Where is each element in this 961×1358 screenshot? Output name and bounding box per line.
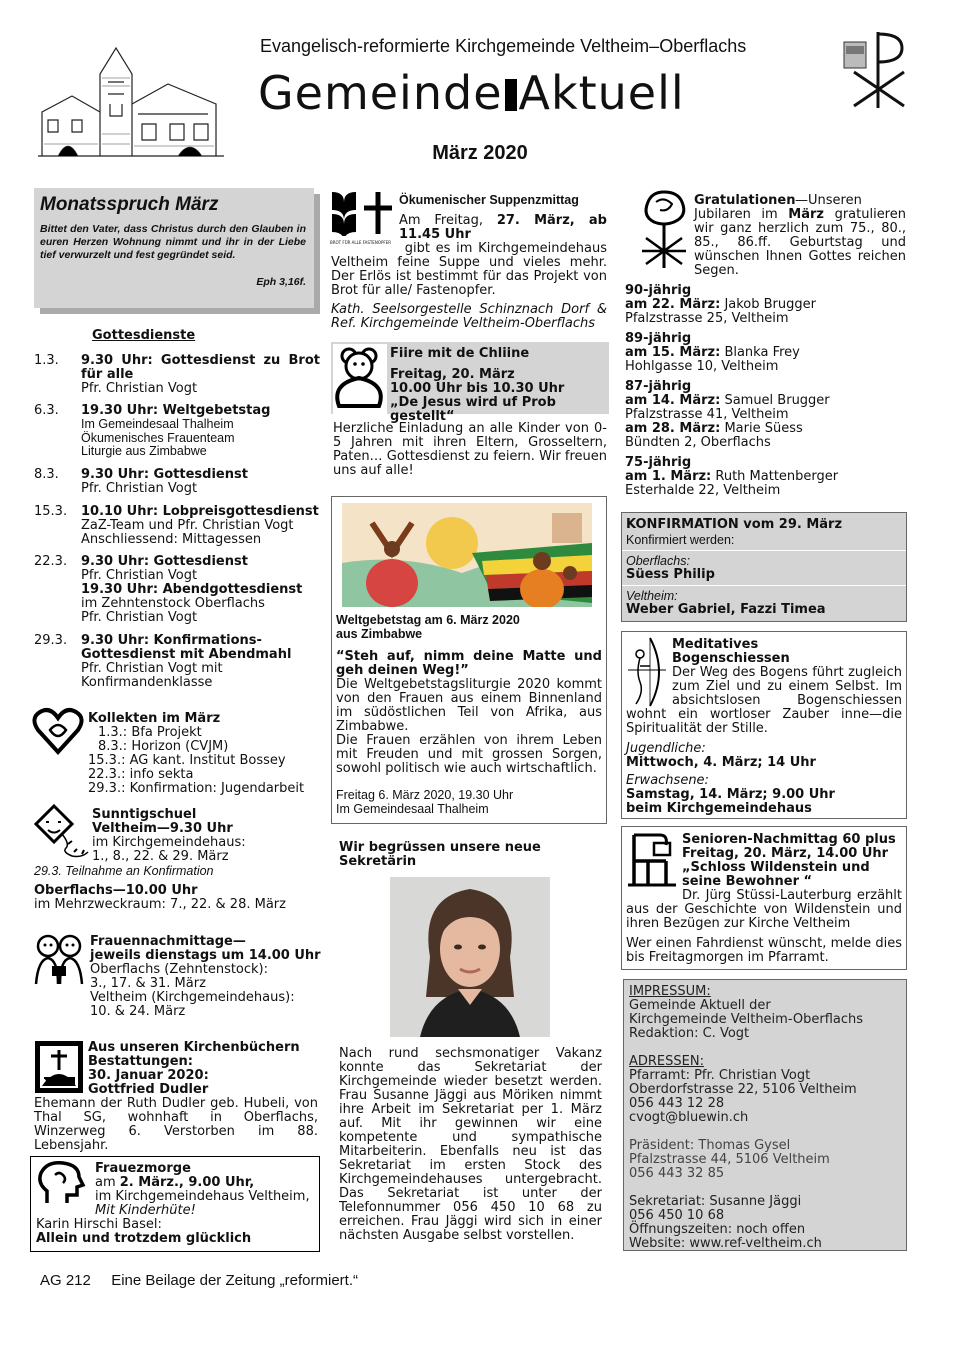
bogen-erw-label: Erwachsene: (626, 773, 709, 788)
jubilar-name: Ruth Mattenberger (715, 469, 839, 484)
gratulationen-intro (694, 194, 906, 278)
jubilar-date: am 14. März: (625, 393, 721, 408)
service-date: 6.3. (34, 403, 59, 418)
age-group: 75-jährig (625, 455, 692, 470)
impressum-line: Kirchgemeinde Veltheim-Oberflachs (629, 1012, 864, 1027)
kirchenbuecher-name: Gottfried Dudler (88, 1082, 209, 1097)
bogen-text (626, 666, 902, 736)
gottesdienste-title: Gottesdienste (92, 328, 196, 343)
weltgebetstag-date: Freitag 6. März 2020, 19.30 Uhr (336, 788, 514, 802)
kirchenbuecher-date: 30. Januar 2020: (88, 1068, 209, 1083)
jubilar-date: am 22. März: (625, 297, 721, 312)
rose-icon (636, 188, 692, 270)
kollekte-item: 1.3.: Bfa Projekt (98, 725, 202, 740)
frauezmorge-box (30, 1156, 320, 1252)
face-icon (37, 1161, 87, 1207)
issue-date: März 2020 (432, 142, 528, 164)
jubilar-date: am 1. März: (625, 469, 712, 484)
frauezmorge-where: im Kirchgemeindehaus Veltheim, (95, 1189, 310, 1204)
weltgebetstag-subtitle: aus Zimbabwe (336, 627, 423, 641)
address-line: Sekretariat: Susanne Jäggi (629, 1194, 802, 1209)
jubilar-address: Bündten 2, Oberflachs (625, 435, 771, 450)
frauezmorge-kids: Mit Kinderhüte! (95, 1203, 196, 1218)
kollekte-item: 22.3.: info sekta (88, 767, 194, 782)
monatsspruch-ref: Eph 3,16f. (256, 276, 306, 288)
fiire-topic: „De Jesus wird uf Prob gestellt“ (390, 395, 556, 424)
bogen-erw-date: Samstag, 14. März; 9.00 Uhr (626, 787, 835, 802)
fiire-text: Herzliche Einladung an alle Kinder von 0-5 Jahren mit ihren Eltern, Grosseltern, Paten… Gottesdienst zu feiern. Wir freuen uns auf alle! (333, 421, 607, 478)
impressum-box (623, 979, 907, 1251)
service-detail: Pfr. Christian Vogt mit Konfirmandenklasse (81, 661, 223, 690)
suppe-signature: Kath. Seelsorgestelle Schinznach Dorf & Ref. Kirchgemeinde Veltheim-Oberflachs (331, 302, 607, 331)
service-title: 9.30 Uhr: Konfirmations-Gottesdienst mit Abendmahl (81, 633, 292, 662)
kirchenbuecher-text: Ehemann der Ruth Dudler geb. Hubeli, von Thal SG, wohnhaft in Oberflachs, Winzerweg 6. Verstorben im 88. Lebensjahr. (34, 1096, 318, 1153)
cross-grave-icon (34, 1040, 84, 1094)
kite-icon (34, 804, 90, 860)
service-detail: im Zehntenstock Oberflachs (81, 596, 265, 611)
service-date: 29.3. (34, 633, 68, 648)
konfirmation-title: KONFIRMATION vom 29. März (626, 517, 843, 532)
frauezmorge-speaker: Karin Hirschi Basel: (36, 1217, 162, 1232)
konfirmation-box (621, 512, 907, 622)
suppe-body (331, 242, 607, 298)
email-link[interactable]: cvogt@bluewin.ch (629, 1110, 749, 1125)
title-part-b: Aktuell (518, 66, 685, 120)
frauennachmittage-line: Veltheim (Kirchgemeindehaus): (90, 990, 295, 1005)
service-item (34, 505, 320, 547)
impressum-content (629, 985, 905, 1251)
address-line: Oberdorfstrasse 22, 5106 Veltheim (629, 1082, 857, 1097)
suppe-text-a: Am Freitag, (399, 213, 497, 228)
weltgebetstag-quote: “Steh auf, nimm deine Matte und geh deinen Weg!” (336, 649, 602, 678)
frauezmorge-topic: Allein und trotzdem glücklich (36, 1231, 252, 1246)
sekretaerin-photo-image (390, 877, 550, 1037)
frauezmorge-title: Frauezmorge (95, 1161, 191, 1176)
jubilar-name: Marie Süess (724, 421, 803, 436)
weltgebetstag-artwork-image (342, 503, 592, 607)
konfirmation-veltheim-label: Veltheim: (626, 589, 678, 603)
sekretaerin-text: Nach rund sechsmonatiger Vakanz konnte das Sekretariat der Kirchgemeinde wieder besetzt werden. Frau Susanne Jäggi aus Möriken nimmt ihre Arbeit im Sekretariat per 1. März auf. Mit ihr gewinnen wir eine kompetente und sympathische Mitarbeiterin. Ebenfalls neu ist das Sekretariat im ersten Stock des Kirchgemeindehauses untergebracht. Das Sekretariat ist unter der Telefonnummer 056 450 10 68 zu erreichen. Frau Jäggi wird sich in einer nächsten Ausgabe selbst vorstellen. (339, 1046, 602, 1243)
suppe-date: 27. März, ab 11.45 Uhr (399, 213, 607, 242)
konfirmation-veltheim-names: Weber Gabriel, Fazzi Timea (626, 602, 826, 617)
frauennachmittage-line: 10. & 24. März (90, 1004, 186, 1019)
jubilar-address: Pfalzstrasse 25, Veltheim (625, 311, 789, 326)
heart-icon (32, 706, 84, 756)
sunntigschuel-note: 29.3. Teilnahme an Konfirmation (34, 864, 214, 878)
children-icon (32, 932, 86, 986)
title-bar (505, 79, 517, 111)
jubilar-name: Samuel Brugger (724, 393, 830, 408)
bogen-erw-place: beim Kirchgemeindehaus (626, 801, 812, 816)
sunntigschuel-oberflachs: Oberflachs—10.00 Uhr (34, 883, 198, 898)
sunntigschuel-where: im Kirchgemeindehaus: (92, 835, 246, 850)
service-title: 9.30 Uhr: Gottesdienst (81, 554, 248, 569)
frauezmorge-when (95, 1176, 254, 1190)
jubilar-date: am 28. März: (625, 421, 721, 436)
address-line: Öffnungszeiten: noch offen (629, 1222, 806, 1237)
service-date: 1.3. (34, 353, 59, 368)
konfirmation-divider (622, 585, 906, 586)
jubilar-address: Pfalzstrasse 41, Veltheim (625, 407, 789, 422)
senioren-text-body: Dr. Jürg Stüssi-Lauterburg erzählt aus der Geschichte von Wildenstein und ihren Bezügen zur Kirche Veltheim (626, 888, 902, 931)
kirchenbuecher-sub: Bestattungen: (88, 1054, 193, 1069)
service-detail: Anschliessend: Mittagessen (81, 532, 262, 547)
service-detail: Pfr. Christian Vogt (81, 381, 198, 396)
age-group: 89-jährig (625, 331, 692, 346)
service-detail: Ökumenisches Frauenteam (81, 430, 235, 445)
footer-text: Eine Beilage der Zeitung „reformiert.“ (111, 1272, 358, 1289)
frauennachmittage-line: Oberflachs (Zehntenstock): (90, 962, 269, 977)
weltgebetstag-title: Weltgebetstag am 6. März 2020 (336, 613, 520, 627)
address-line: Pfalzstrasse 44, 5106 Veltheim (629, 1152, 830, 1167)
bogen-title: Meditatives (672, 637, 759, 652)
service-item (34, 468, 320, 496)
gratulationen-list (625, 284, 910, 498)
frauezmorge-date: 2. März., 9.00 Uhr, (119, 1175, 255, 1190)
service-detail: Pfr. Christian Vogt (81, 481, 198, 496)
weltgebetstag-place: Im Gemeindesaal Thalheim (336, 802, 489, 816)
bogen-text-spacer (626, 666, 672, 708)
brot-fuer-alle-logo-icon (330, 190, 396, 244)
service-title: 19.30 Uhr: Abendgottesdienst (81, 582, 303, 597)
fiire-title: Fiire mit de Chliine (390, 346, 530, 361)
kollekte-item: 29.3.: Konfirmation: Jugendarbeit (88, 781, 305, 796)
gratulationen-intro-c: gratulieren wir ganz herzlich zum 75., 80., 85., 86.ff. Geburtstag und wünschen Ihnen Gottes reichen Segen. (694, 207, 906, 278)
church-drawing-icon (38, 34, 224, 160)
suppe-title: Ökumenischer Suppenzmittag (399, 193, 579, 207)
service-title: 19.30 Uhr: Weltgebetstag (81, 403, 271, 418)
address-line: 056 443 32 85 (629, 1166, 725, 1181)
frauennachmittage-line: 3., 17. & 31. März (90, 976, 206, 991)
age-group: 87-jährig (625, 379, 692, 394)
senioren-fahrdienst: Wer einen Fahrdienst wünscht, melde dies bis Freitagmorgen im Pfarramt. (626, 936, 902, 965)
footer-number: AG 212 (40, 1272, 91, 1289)
jubilar-date: am 15. März: (625, 345, 721, 360)
konfirmation-sub: Konfirmiert werden: (626, 533, 735, 547)
gratulationen-intro-a: —Unseren Jubilaren im (694, 193, 862, 222)
sekretaerin-title: Wir begrüssen unsere neue Sekretärin (339, 840, 541, 869)
jubilar (625, 422, 910, 436)
title-part-a: Gemeinde (258, 66, 503, 120)
newsletter-title (258, 68, 685, 118)
konfirmation-divider (622, 550, 906, 551)
monatsspruch-text: Bittet den Vater, dass Christus durch den Glauben in euren Herzen Wohnung nimmt und ihr in der Liebe tief verwurzelt und fest gegründet seid. (40, 223, 306, 261)
impressum-line: Redaktion: C. Vogt (629, 1026, 750, 1041)
impressum-heading: IMPRESSUM: (629, 984, 711, 999)
organization-name: Evangelisch-reformierte Kirchgemeinde Veltheim–Oberflachs (260, 36, 747, 56)
jubilar-address: Hohlgasse 10, Veltheim (625, 359, 779, 374)
chi-rho-logo-icon (842, 28, 912, 112)
monatsspruch-title: Monatsspruch März (40, 194, 219, 215)
senioren-date: Freitag, 20. März, 14.00 Uhr (682, 846, 889, 861)
adressen-heading: ADRESSEN: (629, 1054, 704, 1069)
fiire-date: Freitag, 20. März (390, 367, 515, 382)
service-detail: ZaZ-Team und Pfr. Christian Vogt (81, 518, 294, 533)
seniors-icon (626, 831, 678, 887)
age-group: 90-jährig (625, 283, 692, 298)
jubilar (625, 394, 910, 408)
frauennachmittage-time: jeweils dienstags um 14.00 Uhr (90, 948, 321, 963)
sunntigschuel-title: Sunntigschuel (92, 807, 197, 822)
bogen-box (621, 631, 907, 819)
gratulationen-title: Gratulationen (694, 193, 796, 208)
kirchenbuecher-title: Aus unseren Kirchenbüchern (88, 1040, 300, 1055)
service-title: 9.30 Uhr: Gottesdienst (81, 467, 248, 482)
sunntigschuel-dates: 1., 8., 22. & 29. März (92, 849, 229, 864)
service-detail: Pfr. Christian Vogt (81, 610, 198, 625)
gratulationen-month: März (788, 207, 824, 222)
fiire-time: 10.00 Uhr bis 10.30 Uhr (390, 381, 565, 396)
service-title: 10.10 Uhr: Lobpreisgottesdienst (81, 504, 319, 519)
service-detail: Liturgie aus Zimbabwe (81, 444, 207, 458)
kollekte-item: 15.3.: AG kant. Institut Bossey (88, 753, 286, 768)
address-line: Präsident: Thomas Gysel (629, 1138, 791, 1153)
senioren-topic: „Schloss Wildenstein und seine Bewohner “ (682, 860, 870, 889)
bogen-text-body: Der Weg des Bogens führt zugleich zum Ziel und zu einem Selbst. Im absichtslosen Bogenschiessen wohnt ein wortloser Zauber inne—die Spiritualität der Stille. (626, 665, 902, 736)
suppe-text (399, 214, 607, 242)
service-title: 9.30 Uhr: Gottesdienst zu Brot für alle (81, 353, 320, 382)
service-date: 8.3. (34, 467, 59, 482)
weltgebetstag-box (331, 496, 607, 824)
service-item (34, 404, 320, 459)
sunntigschuel-veltheim: Veltheim—9.30 Uhr (92, 821, 233, 836)
jubilar-name: Blanka Frey (724, 345, 800, 360)
service-detail: Im Gemeindesaal Thalheim (81, 417, 234, 431)
bogen-subtitle: Bogenschiessen (672, 651, 790, 666)
address-line: 056 450 10 68 (629, 1208, 725, 1223)
service-item (34, 354, 320, 396)
kollekten-title: Kollekten im März (88, 711, 221, 726)
address-line: 056 443 12 28 (629, 1096, 725, 1111)
bogen-jugend-label: Jugendliche: (626, 741, 706, 756)
sunntigschuel-oberflachs-dates: im Mehrzweckraum: 7., 22. & 28. März (34, 897, 286, 912)
bogen-jugend-date: Mittwoch, 4. März; 14 Uhr (626, 755, 816, 770)
impressum-line: Gemeinde Aktuell der (629, 998, 771, 1013)
weltgebetstag-p1: Die Weltgebetstagsliturgie 2020 kommt von den Frauen aus einem Binnenland im südöstlichen Teil von Afrika, aus Zimbabwe. (336, 677, 602, 734)
monatsspruch-box (34, 188, 314, 308)
senioren-title: Senioren-Nachmittag 60 plus (682, 832, 896, 847)
service-item (34, 555, 320, 625)
service-date: 22.3. (34, 554, 68, 569)
jubilar (625, 470, 910, 484)
bear-icon (333, 344, 387, 414)
kollekte-item: 8.3.: Horizon (CVJM) (98, 739, 229, 754)
senioren-box (621, 826, 907, 970)
website-link[interactable]: Website: www.ref-veltheim.ch (629, 1236, 822, 1251)
service-item (34, 634, 320, 690)
konfirmation-oberflachs-label: Oberflachs: (626, 554, 690, 568)
service-detail: Pfr. Christian Vogt (81, 568, 198, 583)
jubilar-address: Esterhalde 22, Veltheim (625, 483, 781, 498)
fiire-header (331, 342, 609, 424)
jubilar (625, 346, 910, 360)
konfirmation-oberflachs-names: Süess Philip (626, 567, 715, 582)
suppe-text-c: gibt es im Kirchgemeindehaus Veltheim feine Suppe und vieles mehr. Der Erlös ist bestimmt für das Projekt von Brot für alle/ Fastenopfer. (331, 241, 607, 298)
brot-fuer-alle-logo-text: BROT FÜR ALLE FASTENOPFER (330, 240, 391, 245)
senioren-text (626, 889, 902, 931)
frauennachmittage-title: Frauennachmittage— (90, 934, 246, 949)
frauezmorge-am: am (95, 1175, 120, 1190)
jubilar-name: Jakob Brugger (724, 297, 816, 312)
kollekten-list (88, 726, 318, 796)
address-line: Pfarramt: Pfr. Christian Vogt (629, 1068, 811, 1083)
footer (40, 1272, 358, 1290)
service-date: 15.3. (34, 504, 68, 519)
weltgebetstag-p2: Die Frauen erzählen von ihrem Leben mit Freuden und mit grossen Sorgen, sowohl politisch wie auch wirtschaftlich. (336, 733, 602, 776)
jubilar (625, 298, 910, 312)
